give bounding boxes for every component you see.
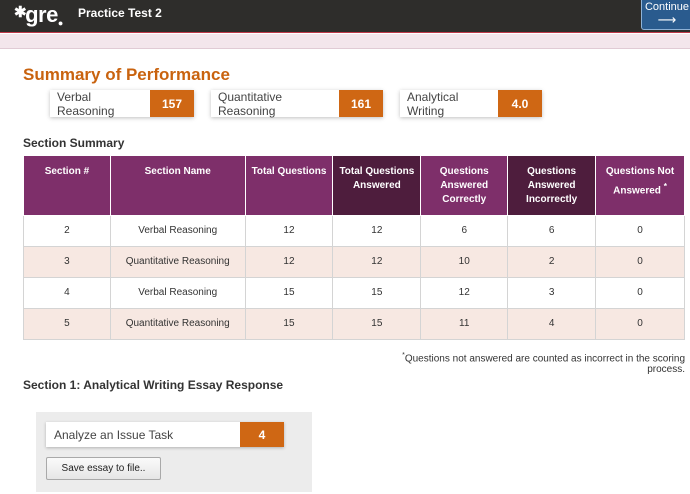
table-cell: 6: [421, 215, 508, 246]
score-verbal: [50, 90, 194, 117]
score-analytical-writing: [400, 90, 542, 117]
col-section-number: Section #: [24, 156, 111, 215]
table-row: [24, 246, 685, 277]
col-section-name: Section Name: [110, 156, 245, 215]
continue-label: Continue: [644, 1, 690, 13]
table-cell: 6: [508, 215, 596, 246]
sub-toolbar: [0, 34, 690, 49]
essay-score-box: [46, 422, 284, 447]
score-label: Quantitative Reasoning: [218, 89, 283, 118]
table-cell: 15: [245, 308, 333, 339]
continue-button[interactable]: [641, 0, 690, 30]
table-cell: 0: [596, 246, 685, 277]
top-bar: [0, 0, 690, 33]
section-summary-heading: Section Summary: [23, 136, 125, 150]
table-cell: 15: [333, 277, 421, 308]
scoring-footnote: *Questions not answered are counted as incorrect in the scoring process.: [402, 352, 685, 376]
table-cell: 2: [24, 215, 111, 246]
score-value: 161: [339, 90, 383, 117]
table-cell: 2: [508, 246, 596, 277]
essay-task-label: Analyze an Issue Task: [54, 427, 174, 442]
table-cell: Verbal Reasoning: [110, 215, 245, 246]
table-cell: 12: [245, 246, 333, 277]
section-summary-table: [23, 156, 685, 340]
table-cell: 11: [421, 308, 508, 339]
table-cell: 0: [596, 308, 685, 339]
score-quantitative: [211, 90, 383, 117]
score-label: Verbal Reasoning: [57, 89, 115, 118]
score-value: 157: [150, 90, 194, 117]
table-cell: 15: [245, 277, 333, 308]
essay-section-heading: Section 1: Analytical Writing Essay Response: [23, 378, 284, 392]
save-essay-button[interactable]: Save essay to file..: [46, 457, 161, 480]
col-total-answered: Total Questions Answered: [333, 156, 421, 215]
table-cell: 15: [333, 308, 421, 339]
table-cell: Quantitative Reasoning: [110, 308, 245, 339]
table-cell: 3: [508, 277, 596, 308]
essay-panel: [36, 412, 312, 492]
table-cell: 10: [421, 246, 508, 277]
table-cell: 12: [333, 246, 421, 277]
table-cell: Quantitative Reasoning: [110, 246, 245, 277]
table-row: [24, 308, 685, 339]
col-answered-incorrectly: Questions Answered Incorrectly: [508, 156, 596, 215]
col-not-answered: Questions Not Answered *: [596, 156, 685, 215]
footnote-marker: *: [663, 181, 667, 191]
score-label: Analytical Writing: [407, 89, 459, 118]
table-cell: 12: [333, 215, 421, 246]
table-row: [24, 215, 685, 246]
essay-task-score: 4: [240, 422, 284, 447]
gre-logo: ✱gre●: [14, 2, 63, 28]
table-cell: Verbal Reasoning: [110, 277, 245, 308]
table-cell: 4: [508, 308, 596, 339]
table-row: [24, 277, 685, 308]
table-header-row: [24, 156, 685, 215]
score-value: 4.0: [498, 90, 542, 117]
table-cell: 3: [24, 246, 111, 277]
col-answered-correctly: Questions Answered Correctly: [421, 156, 508, 215]
arrow-right-icon: ⟶: [657, 12, 677, 27]
col-total-questions: Total Questions: [245, 156, 333, 215]
table-cell: 12: [421, 277, 508, 308]
table-cell: 5: [24, 308, 111, 339]
table-cell: 0: [596, 215, 685, 246]
table-cell: 0: [596, 277, 685, 308]
test-title: Practice Test 2: [78, 6, 162, 20]
table-cell: 12: [245, 215, 333, 246]
page-title: Summary of Performance: [23, 65, 230, 84]
table-cell: 4: [24, 277, 111, 308]
